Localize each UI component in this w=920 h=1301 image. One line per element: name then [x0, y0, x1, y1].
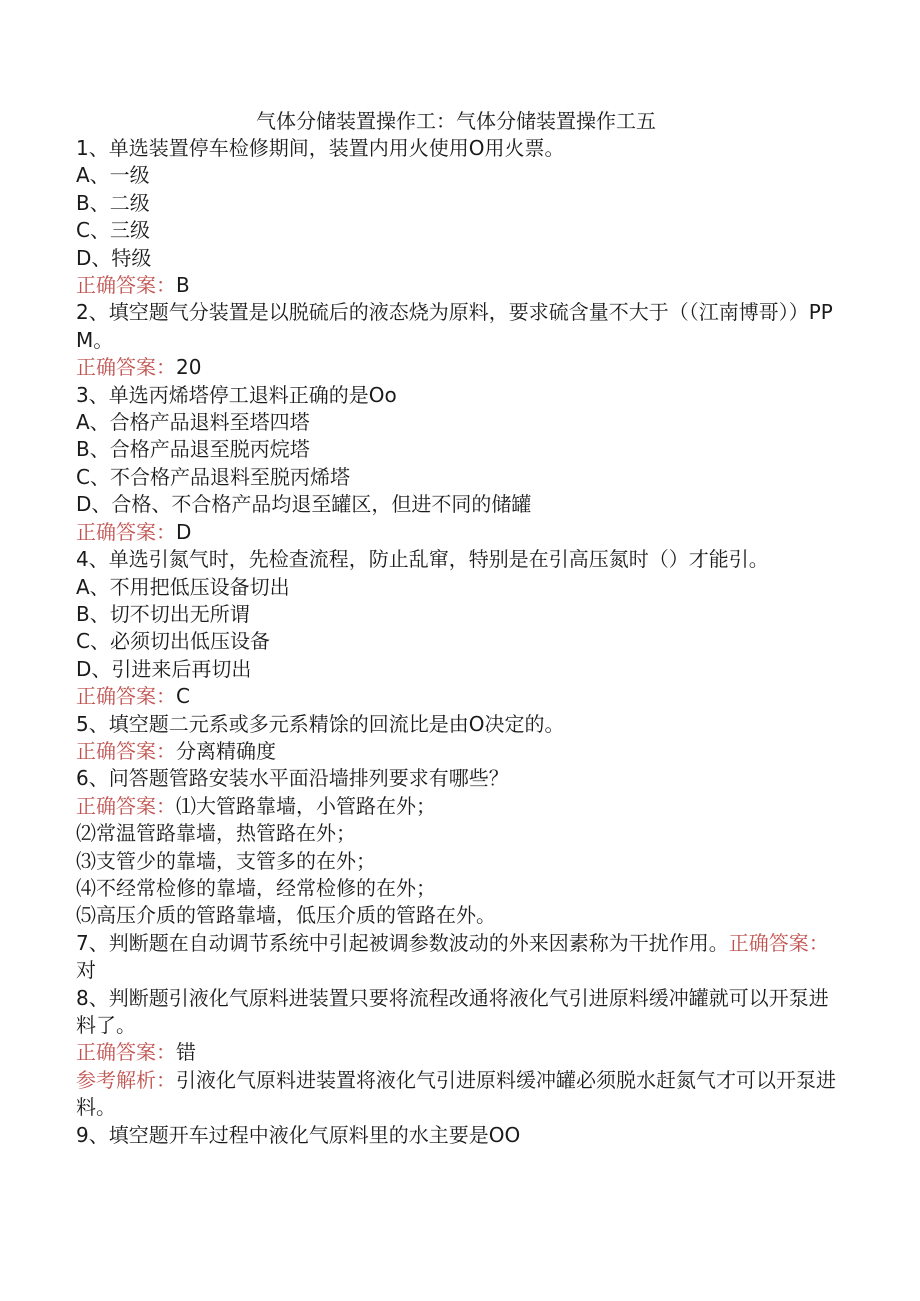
- answer-label: 正确答案：: [76, 273, 176, 298]
- question-8: [76, 985, 836, 1122]
- question-stem-with-answer: [76, 930, 836, 985]
- question-1: [76, 135, 836, 299]
- option: A、合格产品退料至塔四塔: [76, 410, 310, 435]
- question-9: [76, 1122, 836, 1149]
- question-2: [76, 299, 836, 381]
- document-page: [76, 108, 836, 1149]
- option: D、引进来后再切出: [76, 656, 252, 681]
- question-5: [76, 711, 836, 766]
- question-stem: 1、单选装置停车检修期间，装置内用火使用O用火票。: [76, 136, 565, 160]
- option: C、必须切出低压设备: [76, 629, 270, 654]
- answer-value: 对: [76, 958, 96, 983]
- question-stem: 6、问答题管路安装水平面沿墙排列要求有哪些？: [76, 766, 509, 791]
- answer-value: D: [176, 519, 192, 544]
- question-6: [76, 765, 836, 929]
- question-stem: 3、单选丙烯塔停工退料正确的是Oo: [76, 382, 397, 407]
- analysis-value: 引液化气原料进装置将液化气引进原料缓冲罐必须脱水赶氮气才可以开泵进料。: [76, 1067, 836, 1120]
- answer-label: 正确答案：: [76, 519, 176, 544]
- question-stem: 8、判断题引液化气原料进装置只要将流程改通将液化气引进原料缓冲罐就可以开泵进料了。: [76, 985, 829, 1037]
- answer-continuation: ⑷不经常检修的靠墙，经常检修的在外；: [76, 875, 436, 900]
- option: D、特级: [76, 245, 152, 270]
- option: D、合格、不合格产品均退至罐区，但进不同的储罐: [76, 492, 532, 517]
- option: A、不用把低压设备切出: [76, 574, 290, 599]
- answer-label: 正确答案：: [76, 793, 176, 818]
- question-stem: 7、判断题在自动调节系统中引起被调参数波动的外来因素称为干扰作用。: [76, 930, 729, 955]
- option: B、二级: [76, 190, 150, 215]
- answer-label: 正确答案：: [728, 930, 829, 955]
- answer-value: 20: [176, 355, 202, 380]
- question-stem: 9、填空题开车过程中液化气原料里的水主要是OO: [76, 1122, 521, 1147]
- answer-line: [76, 1039, 836, 1066]
- question-stem: 5、填空题二元系或多元系精馀的回流比是由O决定的。: [76, 711, 565, 736]
- answer-label: 正确答案：: [76, 355, 176, 380]
- answer-label: 正确答案：: [76, 684, 176, 709]
- option: B、切不切出无所谓: [76, 601, 250, 626]
- question-7: [76, 930, 836, 985]
- analysis-line: [76, 1067, 836, 1122]
- answer-line: [76, 793, 836, 820]
- answer-line: [76, 683, 836, 710]
- answer-continuation: ⑸高压介质的管路靠墙，低压介质的管路在外。: [76, 903, 496, 928]
- question-4: [76, 546, 836, 710]
- option: C、不合格产品退料至脱丙烯塔: [76, 464, 350, 489]
- answer-value: 分离精确度: [176, 738, 276, 763]
- answer-label: 正确答案：: [76, 738, 176, 763]
- answer-value: C: [176, 684, 190, 709]
- answer-value: 错: [176, 1040, 196, 1065]
- answer-value: B: [176, 273, 190, 298]
- analysis-label: 参考解析：: [76, 1067, 176, 1092]
- answer-value: ⑴大管路靠墙，小管路在外；: [176, 793, 436, 818]
- answer-label: 正确答案：: [76, 1040, 176, 1065]
- answer-line: [76, 738, 836, 765]
- option: B、合格产品退至脱丙烷塔: [76, 437, 310, 462]
- option: A、一级: [76, 163, 150, 188]
- answer-continuation: ⑶支管少的靠墙，支管多的在外；: [76, 848, 376, 873]
- question-stem: 4、单选引氮气时，先检查流程，防止乱窜，特别是在引高压氮时（）才能引。: [76, 547, 769, 572]
- answer-line: [76, 519, 836, 546]
- option: C、三级: [76, 218, 150, 243]
- question-stem: 2、填空题气分装置是以脱硫后的液态烧为原料，要求硫含量不大于（（江南博哥））PPM。: [76, 300, 833, 352]
- question-3: [76, 382, 836, 546]
- answer-line: [76, 354, 836, 381]
- answer-continuation: ⑵常温管路靠墙，热管路在外；: [76, 821, 356, 846]
- answer-line: [76, 272, 836, 299]
- document-title: 气体分储装置操作工：气体分储装置操作工五: [256, 109, 656, 133]
